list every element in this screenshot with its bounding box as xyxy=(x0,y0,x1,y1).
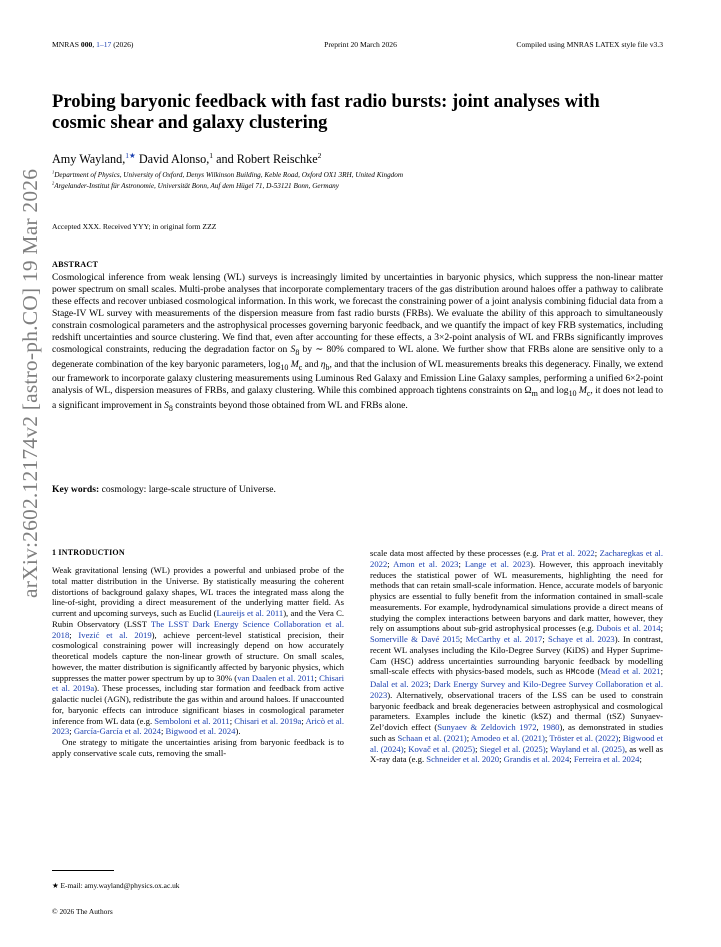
citation-link[interactable]: Laureijs et al. 2011 xyxy=(216,608,284,618)
citation-link[interactable]: Sunyaev & Zeldovich 1972 xyxy=(437,722,537,732)
running-header-journal: MNRAS 000, 1–17 (2026) xyxy=(52,40,134,49)
affiliation-2: $^2$Argelander-Institut für Astronomie, Universität Bonn, Auf dem Hügel 71, D-53121 Bonn, Germany xyxy=(52,180,339,190)
affiliation-1: $^1$Department of Physics, University of Oxford, Denys Wilkinson Building, Keble Road, Oxford OX1 3RH, United Kingdom xyxy=(52,169,404,179)
page-range-link[interactable]: 1–17 xyxy=(96,40,112,49)
section-heading-introduction: 1 INTRODUCTION xyxy=(52,548,125,557)
citation-link[interactable]: Bigwood et al. (2024) xyxy=(370,732,663,754)
citation-link[interactable]: The LSST Dark Energy Science Collaboration et al. 2018 xyxy=(52,618,344,640)
citation-link[interactable]: Wayland et al. (2025) xyxy=(550,743,625,754)
citation-link[interactable]: Dark Energy Survey and Kilo-Degree Survey Collaboration et al. 2023 xyxy=(370,679,663,700)
copyright: © 2026 The Authors xyxy=(52,907,113,916)
intro-paragraph-1: Weak gravitational lensing (WL) provides a powerful and unbiased probe of the total matter distribution in the Universe. By statistically measuring the coherent distortions of background galaxy shapes, WL traces the integrated mass along the line-of-sight, providing a direct measurement of the underlying matter field. As current and upcoming surveys, such as Euclid (Laureijs et al. 2011), and the Vera C. Rubin Observatory (LSST The LSST Dark Energy Science Collaboration et al. 2018; Ivezić et al. 2019), achieve percent-level statistical precision, their cosmological constraining power will increasingly depend on how accurately theoretical models capture the non-linear growth of structure. On small scales, however, the matter distribution is significantly affected by baryonic physics, which suppresses the matter power spectrum by up to 30% (van Daalen et al. 2011; Chisari et al. 2019a). These processes, including star formation and feedback from active galactic nuclei (AGN), redistribute the gas within and around haloes. If unaccounted for, baryonic effects can introduce significant biases in cosmological parameter inference from WL data (e.g. Semboloni et al. 2011; Chisari et al. 2019a; Aricò et al. 2023; García-García et al. 2024; Bigwood et al. 2024). xyxy=(52,565,345,737)
citation-link[interactable]: Zacharegkas et al. 2022 xyxy=(370,548,663,569)
hmcode-name: HMcode xyxy=(565,668,595,678)
citation-link[interactable]: 1980 xyxy=(542,722,560,732)
accepted-line: Accepted XXX. Received YYY; in original form ZZZ xyxy=(52,222,217,231)
citation-link[interactable]: Tröster et al. (2022) xyxy=(549,732,619,743)
citation-link[interactable]: Schneider et al. 2020 xyxy=(426,754,500,765)
intro-paragraph-2: One strategy to mitigate the uncertainties arising from baryonic feedback is to apply conservative scale cuts, removing the small- xyxy=(52,737,344,758)
keywords: Key words: cosmology: large-scale structure of Universe. xyxy=(52,484,276,495)
citation-link[interactable]: Aricò et al. 2023 xyxy=(52,715,345,737)
citation-link[interactable]: Somerville & Davé 2015 xyxy=(370,634,460,644)
citation-link[interactable]: Bigwood et al. 2024 xyxy=(165,726,236,737)
running-header-style-note: Compiled using MNRAS LATEX style file v3.3 xyxy=(516,40,663,49)
citation-link[interactable]: van Daalen et al. 2011 xyxy=(237,672,315,683)
citation-link[interactable]: Dubois et al. 2014 xyxy=(596,623,661,634)
citation-link[interactable]: Amon et al. 2023 xyxy=(393,558,459,569)
citation-link[interactable]: Grandis et al. 2024 xyxy=(503,754,570,765)
citation-link[interactable]: Semboloni et al. 2011 xyxy=(154,715,230,726)
intro-paragraph-2-continued: scale data most affected by these processes (e.g. Prat et al. 2022; Zacharegkas et al. 2022; Amon et al. 2023; Lange et al. 2023). However, this approach inevitably reduces the statistical power of WL measurements, highlighting the need for methods that can retain small-scale information. Hence, accurate models of baryonic physics are essential to fully benefit from the information contained in small-scale measurements. For example, hydrodynamical simulations provide a direct means of studying the complex interactions between baryons and dark matter, however, they rely on assumptions about sub-grid astrophysical processes (e.g. Dubois et al. 2014; Somerville & Davé 2015; McCarthy et al. 2017; Schaye et al. 2023). In contrast, recent WL analyses including the Kilo-Degree Survey (KiDS) and Hyper Suprime-Cam (HSC) address uncertainties surrounding baryonic feedback by modelling small-scale effects with physics-based models, such as HMcode (Mead et al. 2021; Dalal et al. 2023; Dark Energy Survey and Kilo-Degree Survey Collaboration et al. 2023). Alternatively, observational tracers of the LSS can be used to constrain baryonic feedback and break degeneracies between astrophysical and cosmological parameters. Examples include the kinetic (kSZ) and thermal (tSZ) Sunyaev-Zel’dovich effect (Sunyaev & Zeldovich 1972, 1980), as demonstrated in studies such as Schaan et al. (2021); Amodeo et al. (2021); Tröster et al. (2022); Bigwood et al. (2024); Kovač et al. (2025); Siegel et al. (2025); Wayland et al. (2025), as well as X-ray data (e.g. Schneider et al. 2020; Grandis et al. 2024; Ferreira et al. 2024; xyxy=(370,548,664,765)
citation-link[interactable]: McCarthy et al. 2017 xyxy=(465,634,543,644)
citation-link[interactable]: Mead et al. 2021 xyxy=(600,666,661,677)
citation-link[interactable]: Lange et al. 2023 xyxy=(464,558,531,569)
citation-link[interactable]: Siegel et al. (2025) xyxy=(479,743,546,754)
citation-link[interactable]: Schaan et al. (2021) xyxy=(397,732,467,743)
citation-link[interactable]: Chisari et al. 2019a xyxy=(52,672,344,694)
citation-link[interactable]: Dalal et al. 2023 xyxy=(370,679,429,689)
citation-link[interactable]: Schaye et al. 2023 xyxy=(548,634,615,644)
citation-link[interactable]: Amodeo et al. (2021) xyxy=(470,732,545,743)
citation-link[interactable]: García-García et al. 2024 xyxy=(73,726,161,737)
author-list: Amy Wayland,$^{1★}$ David Alonso,$^1$ and Robert Reischke$^2$ xyxy=(52,150,322,166)
running-header-preprint-date: Preprint 20 March 2026 xyxy=(324,40,397,49)
citation-link[interactable]: Chisari et al. 2019a xyxy=(234,715,302,726)
citation-link[interactable]: Kovač et al. (2025) xyxy=(408,743,476,754)
citation-link[interactable]: Ferreira et al. 2024 xyxy=(573,754,640,765)
intro-right-column xyxy=(370,548,663,765)
footnote-rule xyxy=(52,870,114,871)
paper-title: Probing baryonic feedback with fast radio bursts: joint analyses with cosmic shear and galaxy clustering xyxy=(52,91,600,133)
citation-link[interactable]: Prat et al. 2022 xyxy=(541,548,595,558)
abstract-text: Cosmological inference from weak lensing (WL) surveys is increasingly limited by uncertainties in baryonic physics, which suppress the non-linear matter power spectrum on small scales. Multi-probe analyses that incorporate complementary tracers of the gas distribution around haloes offer a pathway to calibrate these effects and recover unbiased cosmological information. In this work, we forecast the constraining power of a joint analysis combining fiducial data from a Stage-IV WL survey with measurements of the dispersion measure from fast radio bursts (FRBs). We evaluate the ability of this approach to simultaneously constrain cosmological parameters and the astrophysical processes governing baryonic feedback, and we quantify the impact of key FRB systematics, including redshift uncertainties and source clustering. We find that, even after accounting for these effects, a 3×2-point analysis of WL and FRBs significantly improves cosmological constraints, reducing the degradation factor on $S_8$ by ∼ 80% compared to WL alone. We further show that FRBs alone are sensitive only to a degenerate combination of the key baryonic parameters, $\log_{10} M_c$ and $\eta_b$, and that the inclusion of WL measurements breaks this degeneracy. Finally, we extend our framework to incorporate galaxy clustering measurements using Luminous Red Galaxy and Emission Line Galaxy samples, performing a unified 6×2-point analysis of WL, dispersion measures of FRBs, and galaxy clustering. While this combined approach tightens constraints on $\Omega_m$ and $\log_{10} M_c$, it does not lead to a significant improvement in $S_8$ constraints beyond those obtained from WL and FRBs alone. xyxy=(52,272,664,414)
intro-left-column xyxy=(52,565,344,759)
footnote-email: ★ E-mail: amy.wayland@physics.ox.ac.uk xyxy=(52,881,180,890)
citation-link[interactable]: Ivezić et al. 2019 xyxy=(78,629,152,640)
abstract-heading: ABSTRACT xyxy=(52,260,99,269)
